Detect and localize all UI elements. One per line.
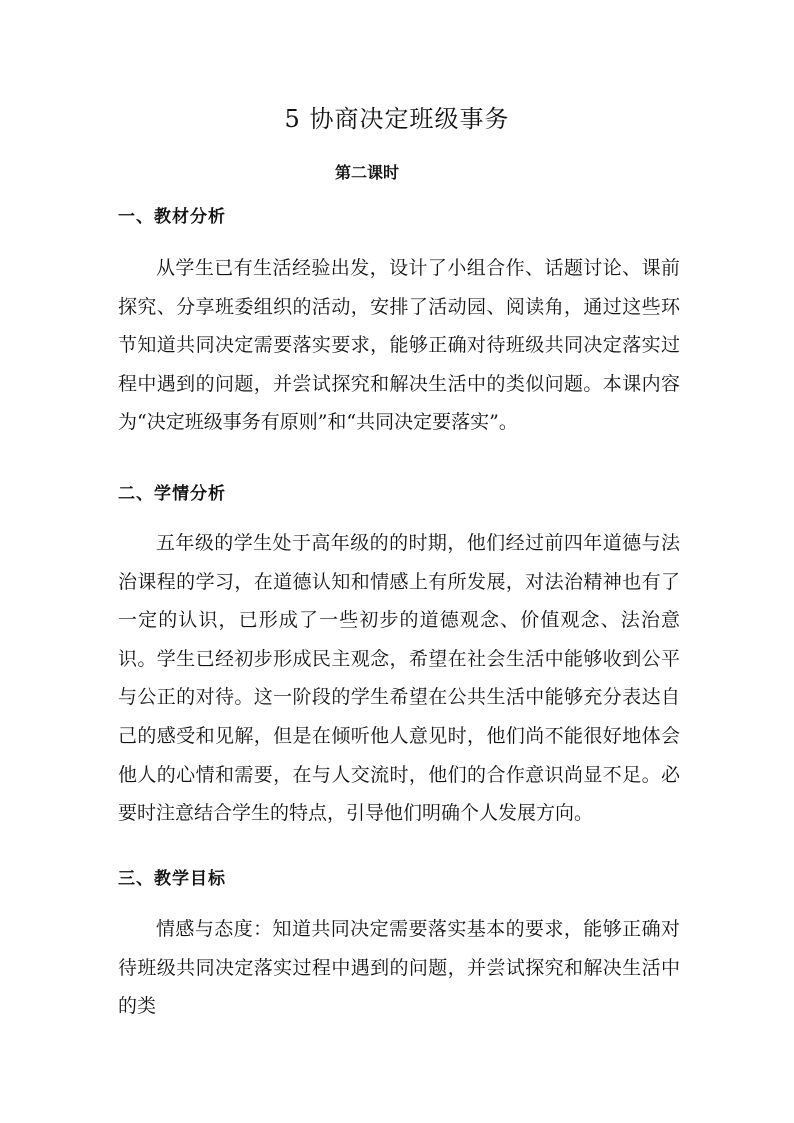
section-body-student-analysis: 五年级的学生处于高年级的的时期，他们经过前四年道德与法治课程的学习，在道德认知和情感上有所发展，对法治精神也有了一定的认识，已形成了一些初步的道德观念、价值观念、法治意识。学生已经初步形成民主观念，希望在社会生活中能够收到公平与公正的对待。这一阶段的学生希望在公共生活中能够充分表达自己的感受和见解，但是在倾听他人意见时，他们尚不能很好地体会他人的心情和需要，在与人交流时，他们的合作意识尚显不足。必要时注意结合学生的特点，引导他们明确个人发展方向。 xyxy=(118,532,680,825)
section-body-teaching-goals: 情感与态度：知道共同决定需要落实基本的要求，能够正确对待班级共同决定落实过程中遇到的问题，并尝试探究和解决生活中的类 xyxy=(118,918,680,1018)
lesson-subtitle: 第二课时 xyxy=(334,163,399,182)
section-body-textbook-analysis: 从学生已有生活经验出发，设计了小组合作、话题讨论、课前探究、分享班委组织的活动，安排了活动园、阅读角，通过这些环节知道共同决定需要落实要求，能够正确对待班级共同决定落实过程中遇到的问题，并尝试探究和解决生活中的类似问题。本课内容为“决定班级事务有原则”和“共同决定要落实”。 xyxy=(118,257,680,434)
section-heading-textbook-analysis: 一、教材分析 xyxy=(118,207,226,227)
section-heading-teaching-goals: 三、教学目标 xyxy=(118,869,226,889)
section-heading-student-analysis: 二、学情分析 xyxy=(118,484,226,504)
document-title: 5 协商决定班级事务 xyxy=(284,105,510,133)
